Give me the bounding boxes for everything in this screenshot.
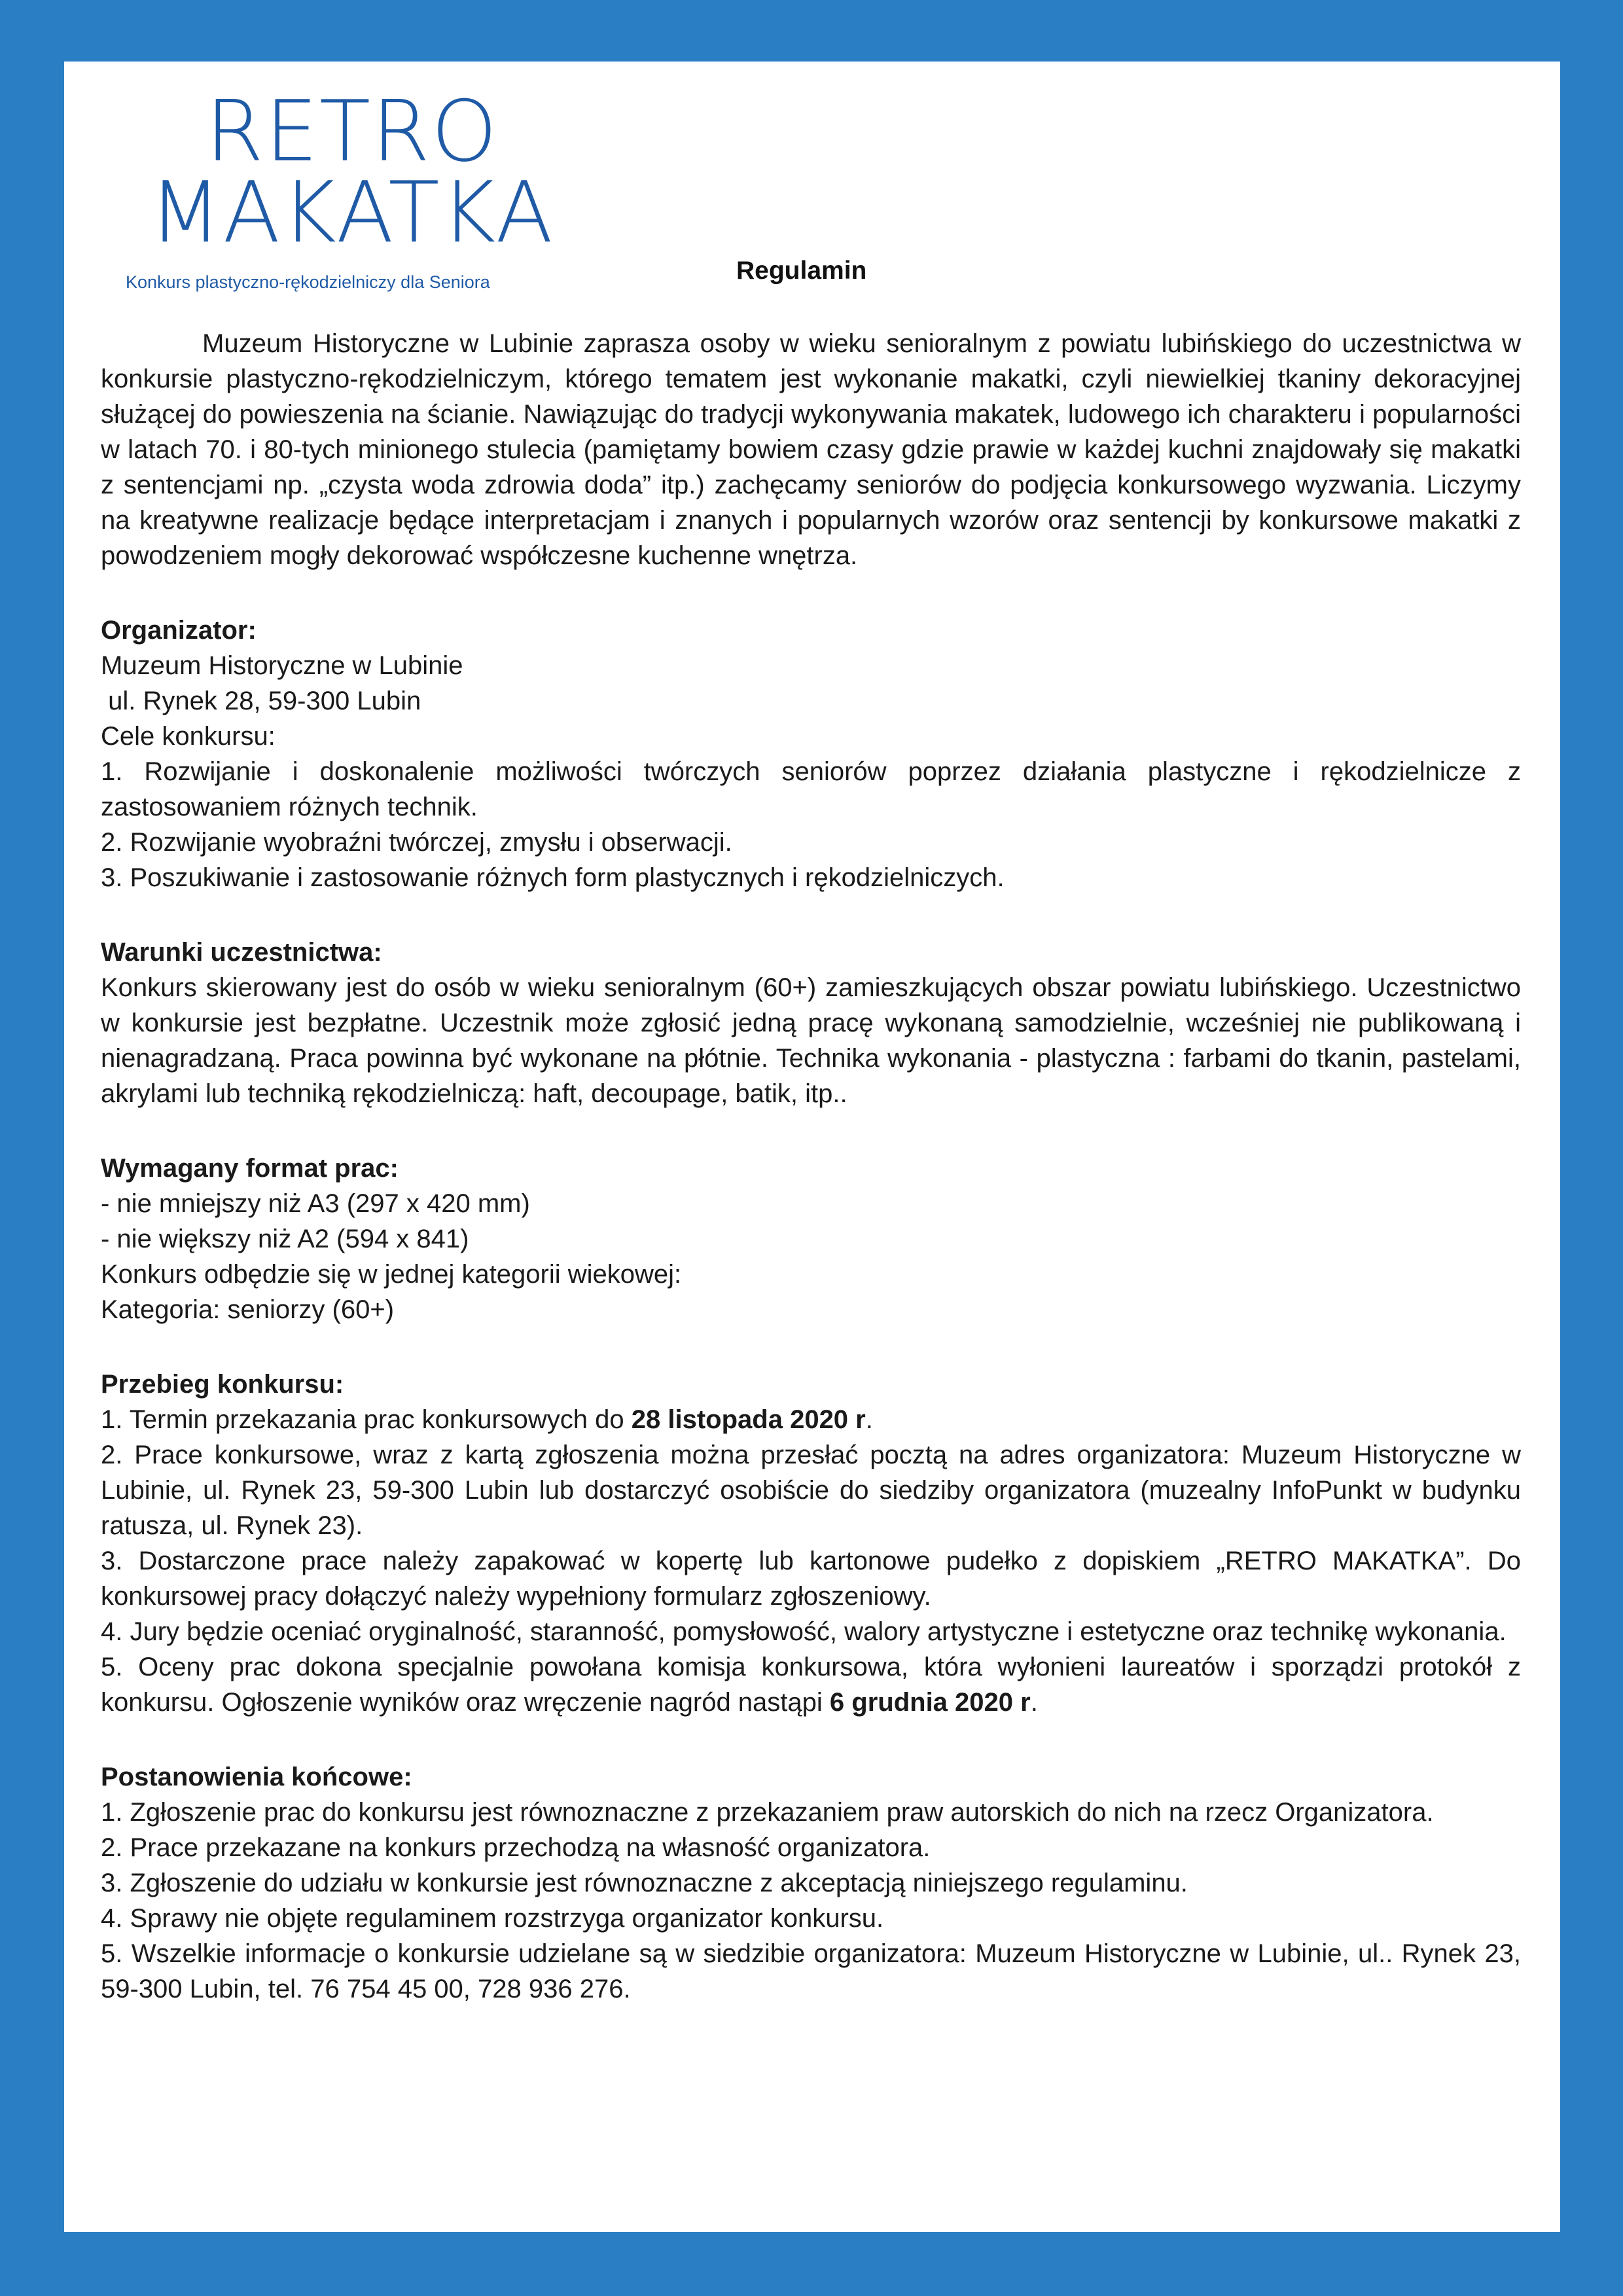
conditions-heading: Warunki uczestnictwa: [101,938,382,967]
goal-item: 1. Rozwijanie i doskonalenie możliwości twórczych seniorów poprzez działania plastyczne i rękodzielnicze z zastosowaniem różnych technik. [101,757,1521,821]
final-item: 1. Zgłoszenie prac do konkursu jest równoznaczne z przekazaniem praw autorskich do nich na rzecz Organizatora. [101,1798,1434,1827]
section-organizer [101,613,1521,895]
document-title: Regulamin [736,257,867,285]
final-item: 3. Zgłoszenie do udziału w konkursie jest równoznaczne z akceptacją niniejszego regulaminu. [101,1869,1188,1897]
conditions-text: Konkurs skierowany jest do osób w wieku senioralnym (60+) zamieszkujących obszar powiatu lubińskiego. Uczestnictwo w konkursie jest bezpłatne. Uczestnik może zgłosić jedną pracę wykonaną samodzielnie, wcześniej nie publikowaną i nienagradzaną. Praca powinna być wykonane na płótnie. Technika wykonania - plastyczna : farbami do tkanin, pastelami, akrylami lub techniką rękodzielniczą: haft, decoupage, batik, itp.. [101,973,1521,1108]
section-conditions [101,935,1521,1111]
organizer-address: ul. Rynek 28, 59-300 Lubin [101,687,421,715]
submission-deadline: 28 listopada 2020 r [631,1405,866,1434]
section-final [101,1759,1521,2007]
final-item: 2. Prace przekazane na konkurs przechodzą na własność organizatora. [101,1833,931,1862]
course-item-3: 3. Dostarczone prace należy zapakować w kopertę lub kartonowe pudełko z dopiskiem „RETRO MAKATKA”. Do konkursowej pracy dołączyć należy wypełniony formularz zgłoszeniowy. [101,1547,1521,1611]
course-item-5 [101,1649,1521,1720]
organizer-name: Muzeum Historyczne w Lubinie [101,651,463,680]
contest-logo [126,83,554,293]
section-format [101,1151,1521,1327]
course-item-4: 4. Jury będzie oceniać oryginalność, staranność, pomysłowość, walory artystyczne i estetyczne oraz technikę wykonania. [101,1617,1507,1646]
goals-heading: Cele konkursu: [101,722,276,751]
goal-item: 2. Rozwijanie wyobraźni twórczej, zmysłu i obserwacji. [101,828,732,857]
intro-paragraph: Muzeum Historyczne w Lubinie zaprasza osoby w wieku senioralnym z powiatu lubińskiego do uczestnictwa w konkursie plastyczno-rękodzielniczym, którego tematem jest wykonanie makatki, czyli niewielkiej tkaniny dekoracyjnej służącej do powieszenia na ścianie. Nawiązując do tradycji wykonywania makatek, ludowego ich charakteru i popularności w latach 70. i 80-tych minionego stulecia (pamiętamy bowiem czasy gdzie prawie w każdej kuchni znajdowały się makatki z sentencjami np. „czysta woda zdrowia doda” itp.) zachęcamy seniorów do podjęcia konkursowego wyzwania. Liczymy na kreatywne realizacje będące interpretacjam i znanych i popularnych wzorów oraz sentencji by konkursowe makatki z powodzeniem mogły dekorować współczesne kuchenne wnętrza. [101,329,1521,570]
logo-subtitle: Konkurs plastyczno-rękodzielniczy dla Seniora [126,272,490,292]
document-body [101,326,1521,2007]
course-item-1-end: . [865,1405,873,1434]
format-heading: Wymagany format prac: [101,1154,399,1183]
goal-item: 3. Poszukiwanie i zastosowanie różnych form plastycznych i rękodzielniczych. [101,863,1005,892]
course-item-1-text: 1. Termin przekazania prac konkursowych do [101,1405,632,1434]
course-item-1 [101,1402,1521,1437]
format-line: - nie większy niż A2 (594 x 841) [101,1225,469,1253]
final-item: 5. Wszelkie informacje o konkursie udzielane są w siedzibie organizatora: Muzeum Historyczne w Lubinie, ul.. Rynek 23, 59-300 Lubin, tel. 76 754 45 00, 728 936 276. [101,1939,1521,2003]
course-item-5-end: . [1030,1688,1038,1717]
format-line: Kategoria: seniorzy (60+) [101,1295,395,1324]
section-course [101,1367,1521,1720]
results-date: 6 grudnia 2020 r [829,1688,1031,1717]
organizer-heading: Organizator: [101,616,257,645]
course-heading: Przebieg konkursu: [101,1370,344,1399]
course-item-5-text: 5. Oceny prac dokona specjalnie powołana komisja konkursowa, która wyłonieni laureatów i sporządzi protokół z konkursu. Ogłoszenie wyników oraz wręczenie nagród nastąpi [101,1653,1521,1717]
course-item-2: 2. Prace konkursowe, wraz z kartą zgłoszenia można przesłać pocztą na adres organizatora: Muzeum Historyczne w Lubinie, ul. Rynek 23, 59-300 Lubin lub dostarczyć osobiście do siedziby organizatora (muzealny InfoPunkt w budynku ratusza, ul. Rynek 23). [101,1441,1521,1540]
final-item: 4. Sprawy nie objęte regulaminem rozstrzyga organizator konkursu. [101,1904,884,1933]
logo-line-retro: RETRO [205,83,499,181]
format-line: Konkurs odbędzie się w jednej kategorii wiekowej: [101,1260,682,1289]
format-line: - nie mniejszy niż A3 (297 x 420 mm) [101,1189,530,1218]
logo-line-makatka: MAKATKA [149,164,554,262]
final-heading: Postanowienia końcowe: [101,1763,412,1791]
